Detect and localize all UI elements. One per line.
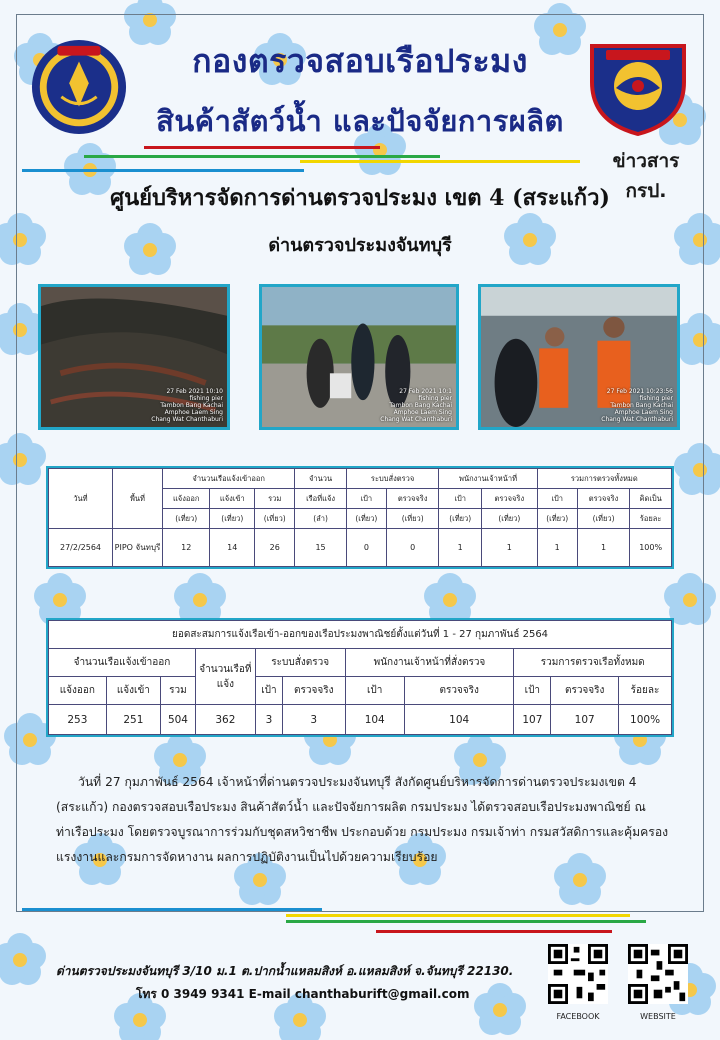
photo-inspection-team bbox=[259, 284, 459, 430]
sub-header: ตรวจจริง bbox=[404, 677, 514, 705]
news-label: ข่าวสาร กรป. bbox=[612, 150, 680, 202]
cell-value: 26 bbox=[255, 529, 295, 567]
sub-header: แจ้งออก bbox=[49, 677, 107, 705]
facebook-qr-label: FACEBOOK bbox=[556, 1012, 600, 1021]
sub-header: ตรวจจริง bbox=[577, 489, 629, 509]
unit-cell: (เที่ยว) bbox=[482, 509, 538, 529]
rule-red bbox=[144, 146, 380, 149]
facebook-qr-code[interactable] bbox=[548, 944, 608, 1004]
header-boats: จำนวนเรือแจ้งเข้าออก bbox=[163, 469, 295, 489]
sub-header: ตรวจจริง bbox=[282, 677, 345, 705]
cell-value: 104 bbox=[404, 705, 514, 735]
sub-header: เป้า bbox=[439, 489, 482, 509]
cumulative-table-title: ยอดสะสมการแจ้งเรือเข้า-ออกของเรือประมงพาณิชย์ตั้งแต่วันที่ 1 - 27 กุมภาพันธ์ 2564 bbox=[49, 621, 672, 649]
cell-value: 100% bbox=[630, 529, 672, 567]
cell-value: 107 bbox=[514, 705, 551, 735]
sub-header: แจ้งเข้า bbox=[210, 489, 255, 509]
main-title-line1: กองตรวจสอบเรือประมง bbox=[192, 42, 528, 80]
photo-stamp: 27 Feb 2021 10:1 fishing pier Tambon Bang Kachai Amphoe Laem Sing Chang Wat Chanthaburi bbox=[380, 388, 452, 423]
sub-header: คิดเป็น bbox=[630, 489, 672, 509]
photo-stamp: 27 Feb 2021 10:10 fishing pier Tambon Bang Kachai Amphoe Laem Sing Chang Wat Chanthaburi bbox=[151, 388, 223, 423]
unit-cell: (เที่ยว) bbox=[386, 509, 438, 529]
cell-value: 0 bbox=[346, 529, 386, 567]
cell-value: 14 bbox=[210, 529, 255, 567]
sub-header: เป้า bbox=[537, 489, 577, 509]
department-of-fisheries-logo bbox=[30, 38, 128, 136]
unit-cell: (เที่ยว) bbox=[346, 509, 386, 529]
sub-header: ตรวจจริง bbox=[551, 677, 619, 705]
header-system: ระบบสั่งตรวจ bbox=[255, 649, 345, 677]
website-qr-label: WEBSITE bbox=[640, 1012, 676, 1021]
header-system: ระบบสั่งตรวจ bbox=[346, 469, 439, 489]
cell-value: 1 bbox=[439, 529, 482, 567]
sub-header: เป้า bbox=[514, 677, 551, 705]
sub-header: ตรวจจริง bbox=[482, 489, 538, 509]
office-title: ด่านตรวจประมงจันทบุรี bbox=[268, 235, 452, 256]
unit-cell: (ลำ) bbox=[295, 509, 346, 529]
sub-header: ร้อยละ bbox=[619, 677, 672, 705]
unit-cell: (เที่ยว) bbox=[210, 509, 255, 529]
unit-cell: (เที่ยว) bbox=[439, 509, 482, 529]
cell-value: 100% bbox=[619, 705, 672, 735]
cell-value: 1 bbox=[577, 529, 629, 567]
unit-cell: (เที่ยว) bbox=[255, 509, 295, 529]
rule-green-bottom bbox=[286, 920, 646, 923]
cell-area: PIPO จันทบุรี bbox=[113, 529, 163, 567]
sub-header: รวม bbox=[255, 489, 295, 509]
cell-value: 0 bbox=[386, 529, 438, 567]
header-total: รวมการตรวจทั้งหมด bbox=[537, 469, 671, 489]
header-count: จำนวนเรือที่แจ้ง bbox=[195, 649, 255, 705]
cell-value: 3 bbox=[282, 705, 345, 735]
sub-header: เรือที่แจ้ง bbox=[295, 489, 346, 509]
unit-cell: (เที่ยว) bbox=[537, 509, 577, 529]
cell-value: 251 bbox=[106, 705, 160, 735]
unit-cell: (เที่ยว) bbox=[577, 509, 629, 529]
news-body-paragraph: วันที่ 27 กุมภาพันธ์ 2564 เจ้าหน้าที่ด่านตรวจประมงจันทบุรี สังกัดศูนย์บริหารจัดการด่านตรวจประมงเขต 4 (สระแก้ว) กองตรวจสอบเรือประมง สินค้าสัตว์น้ำ และปัจจัยการผลิต กรมประมง ได้ตรวจสอบเรือประมงพาณิชย์ ณ ท่าเรือประมง โดยตรวจบูรณาการร่วมกับชุดสหวิชาชีพ ประกอบด้วย กรมประมง กรมเจ้าท่า กรมสวัสดิการและคุ้มครองแรงงานและกรมการจัดหางาน ผลการปฏิบัติงานเป็นไปด้วยความเรียบร้อย bbox=[56, 775, 669, 864]
rule-blue bbox=[22, 169, 304, 172]
header-staff: พนักงานเจ้าหน้าที่ bbox=[439, 469, 537, 489]
header-staff: พนักงานเจ้าหน้าที่สั่งตรวจ bbox=[345, 649, 514, 677]
header-area: พื้นที่ bbox=[113, 469, 163, 529]
cell-value: 15 bbox=[295, 529, 346, 567]
table-row bbox=[49, 705, 672, 735]
sub-header: เป้า bbox=[255, 677, 282, 705]
table-row bbox=[49, 529, 672, 567]
cell-value: 504 bbox=[161, 705, 196, 735]
cumulative-inspection-table bbox=[48, 620, 672, 735]
rule-yellow-bottom bbox=[286, 914, 630, 917]
fishery-inspection-badge-logo bbox=[586, 36, 690, 136]
unit-cell: ร้อยละ bbox=[630, 509, 672, 529]
main-title-line2: สินค้าสัตว์น้ำ และปัจจัยการผลิต bbox=[156, 104, 564, 138]
sub-header: เป้า bbox=[345, 677, 404, 705]
sub-header: รวม bbox=[161, 677, 196, 705]
footer-address: ด่านตรวจประมงจันทบุรี 3/10 ม.1 ต.ปากน้ำแหลมสิงห์ อ.แหลมสิงห์ จ.จันทบุรี 22130. bbox=[56, 964, 514, 978]
cell-value: 1 bbox=[482, 529, 538, 567]
header-count: จำนวน bbox=[295, 469, 346, 489]
header-date: วันที่ bbox=[49, 469, 113, 529]
rule-green bbox=[84, 155, 440, 158]
cell-value: 3 bbox=[255, 705, 282, 735]
cell-value: 362 bbox=[195, 705, 255, 735]
daily-inspection-table bbox=[48, 468, 672, 567]
cell-value: 1 bbox=[537, 529, 577, 567]
header-boats: จำนวนเรือแจ้งเข้าออก bbox=[49, 649, 196, 677]
unit-cell: (เที่ยว) bbox=[163, 509, 210, 529]
photo-crew-life-jackets bbox=[478, 284, 680, 430]
rule-red-bottom bbox=[376, 930, 612, 933]
website-qr-code[interactable] bbox=[628, 944, 688, 1004]
rule-blue-bottom bbox=[22, 908, 322, 911]
sub-header: ตรวจจริง bbox=[386, 489, 438, 509]
sub-header: เป้า bbox=[346, 489, 386, 509]
sub-header: แจ้งออก bbox=[163, 489, 210, 509]
center-title: ศูนย์บริหารจัดการด่านตรวจประมง เขต 4 (สระแก้ว) bbox=[110, 185, 610, 211]
sub-header: แจ้งเข้า bbox=[106, 677, 160, 705]
cell-value: 253 bbox=[49, 705, 107, 735]
header-total: รวมการตรวจเรือทั้งหมด bbox=[514, 649, 672, 677]
cell-date: 27/2/2564 bbox=[49, 529, 113, 567]
photo-stamp: 27 Feb 2021 10:23:56 fishing pier Tambon Bang Kachai Amphoe Laem Sing Chang Wat Chanthaburi bbox=[601, 388, 673, 423]
rule-yellow bbox=[300, 160, 580, 163]
footer-contact: โทร 0 3949 9341 E-mail chanthaburift@gmail.com bbox=[136, 987, 470, 1001]
cell-value: 104 bbox=[345, 705, 404, 735]
cell-value: 12 bbox=[163, 529, 210, 567]
cell-value: 107 bbox=[551, 705, 619, 735]
photo-fishing-net bbox=[38, 284, 230, 430]
